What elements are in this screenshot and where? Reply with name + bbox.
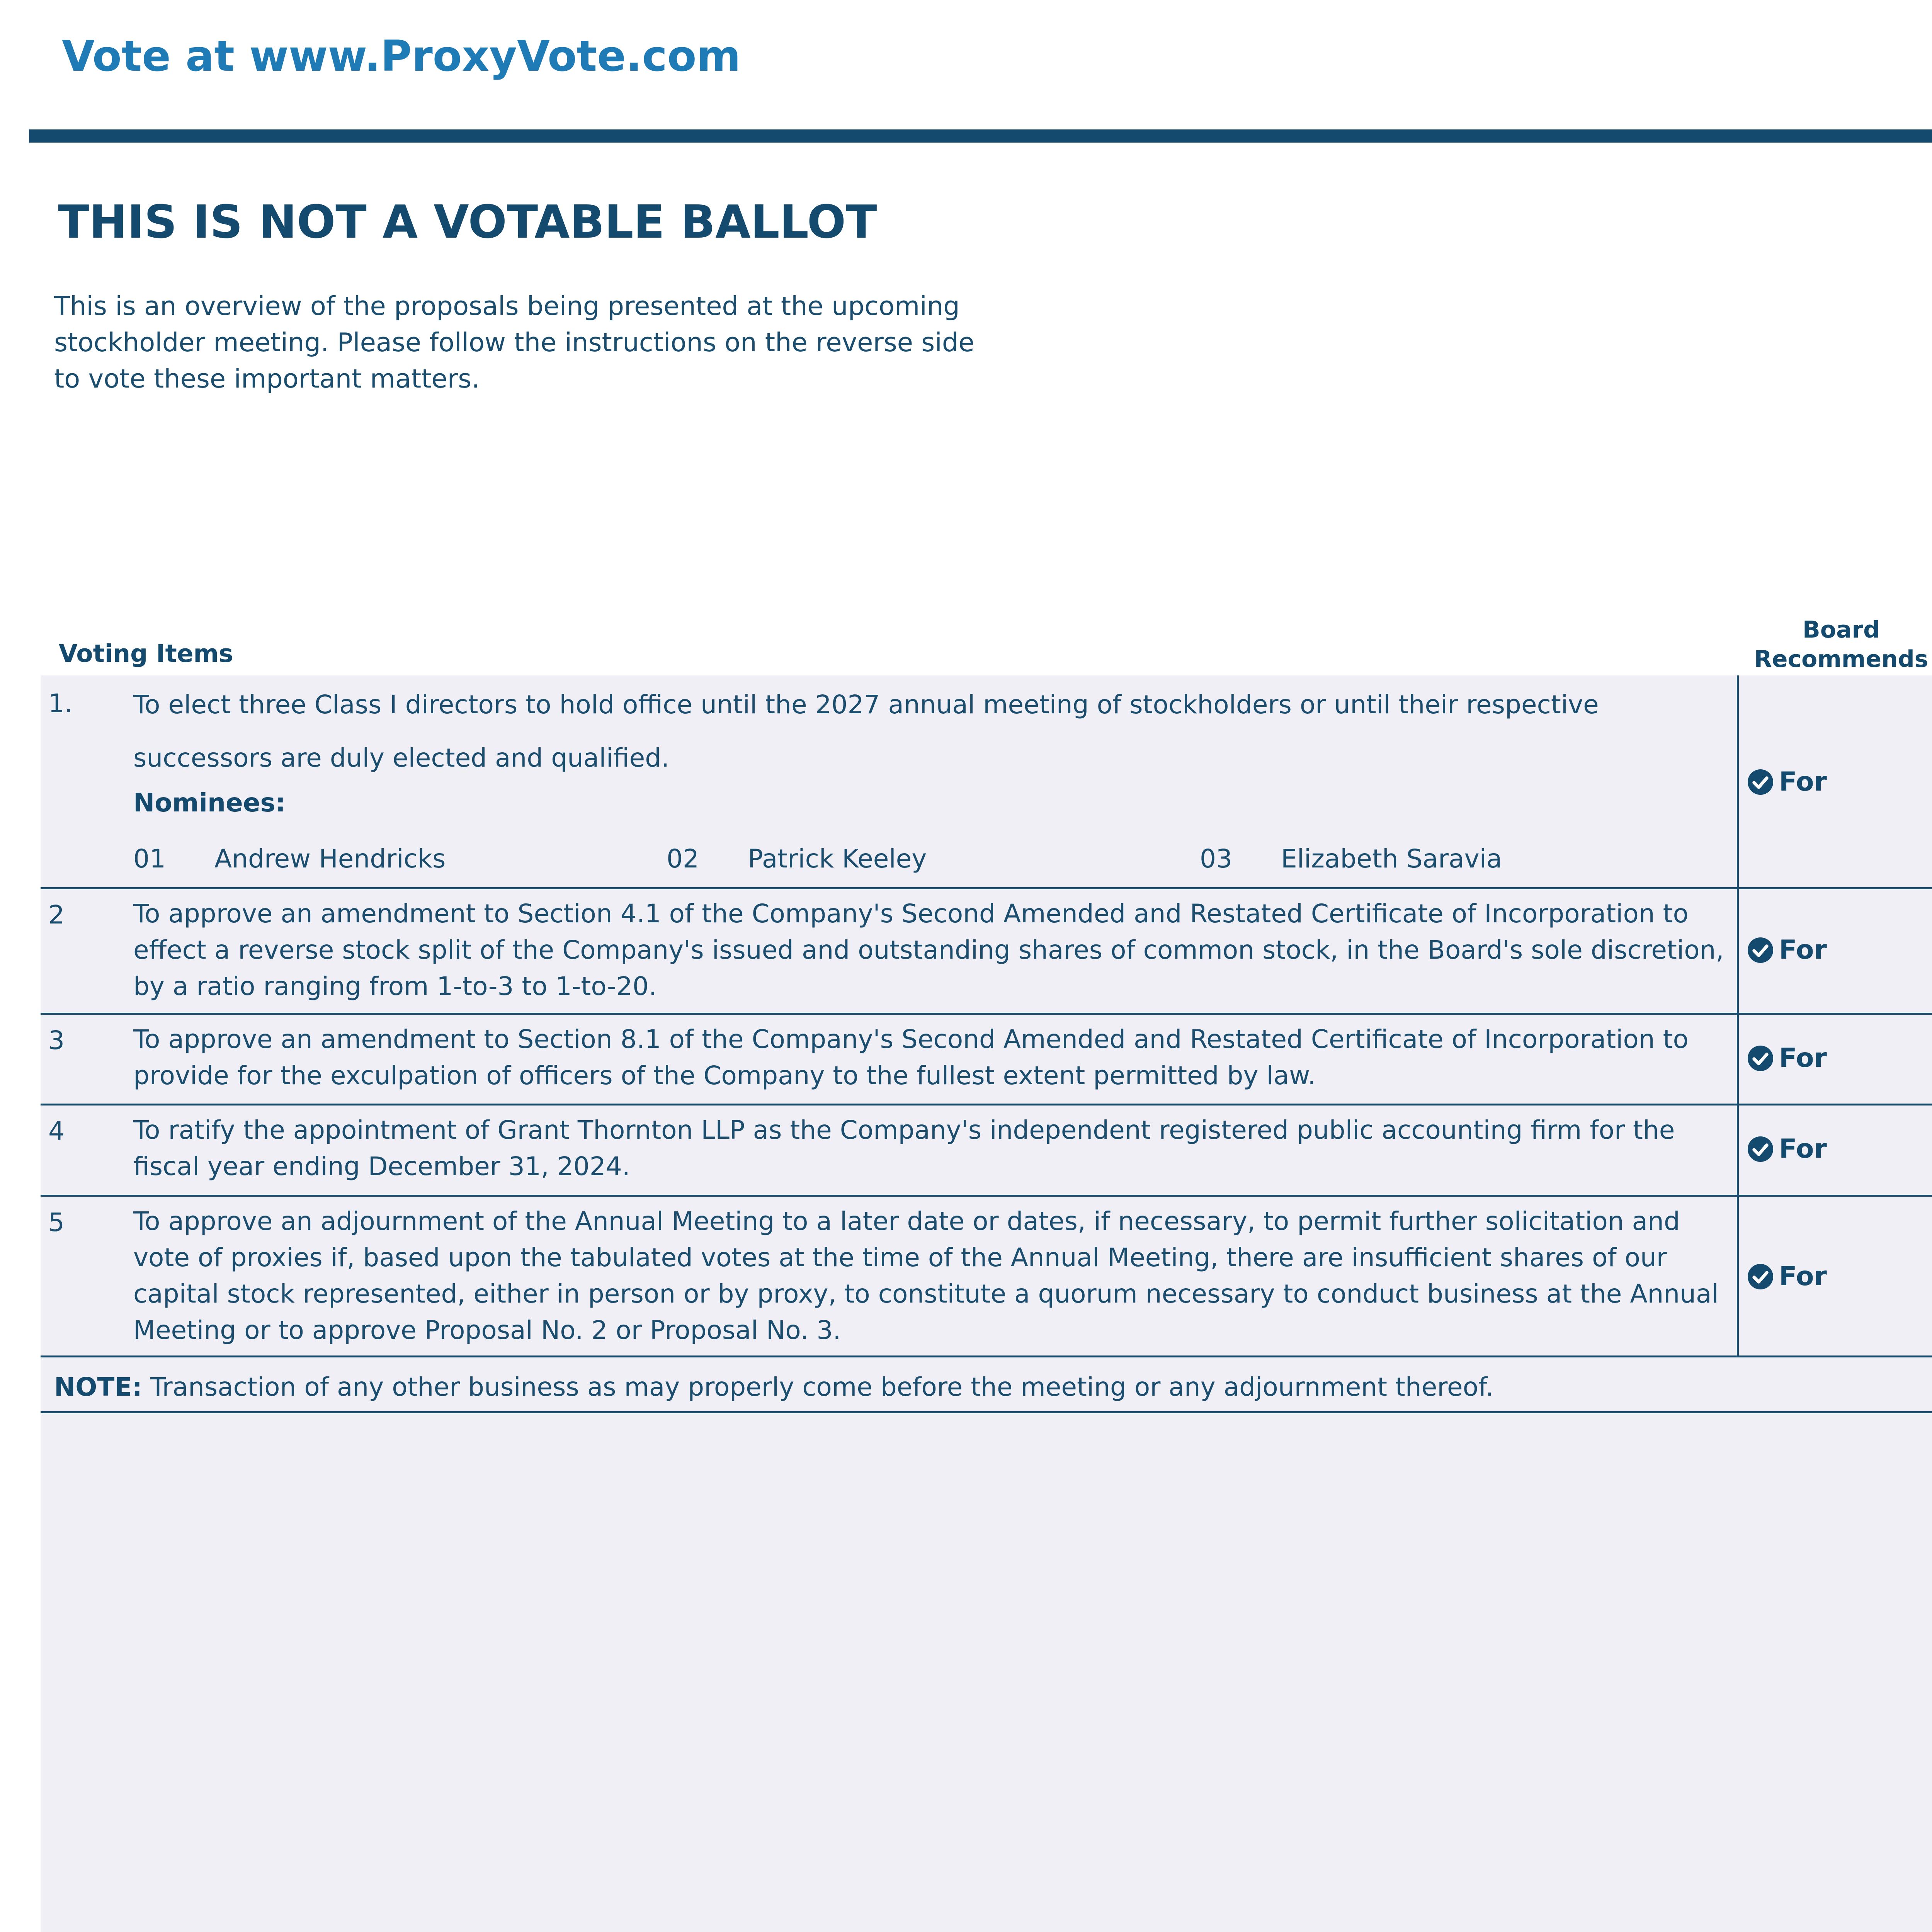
note-text: Transaction of any other business as may properly come before the meeting or any adjournment thereof.: [142, 1372, 1494, 1402]
voting-item-4-recommendation: [1747, 1135, 1827, 1163]
note-line: [54, 1374, 1493, 1400]
proxyvote-header-link[interactable]: Vote at www.ProxyVote.com: [62, 31, 741, 81]
nominee-2-number: 02: [667, 844, 699, 874]
board-recommends-heading: [1733, 615, 1932, 674]
intro-paragraph: This is an overview of the proposals being presented at the upcoming stockholder meeting. Please follow the instructions on the reverse side to vote these important matters.: [54, 291, 975, 394]
voting-item-3-number: 3: [48, 1026, 65, 1055]
nominee-1: [133, 846, 446, 872]
row-divider-2: [41, 1013, 1932, 1015]
board-recommends-line-2: Recommends: [1754, 646, 1929, 673]
voting-item-3-recommendation-label: For: [1779, 1043, 1827, 1073]
check-circle-icon: [1747, 1135, 1774, 1163]
voting-item-5-number: 5: [48, 1208, 65, 1237]
row-divider-1: [41, 887, 1932, 889]
voting-item-4-number: 4: [48, 1116, 65, 1146]
row-divider-6: [41, 1411, 1932, 1413]
voting-item-3-recommendation: [1747, 1044, 1827, 1072]
nominees-label: Nominees:: [133, 788, 286, 818]
voting-item-2-recommendation-label: For: [1779, 935, 1827, 965]
voting-item-1-number: 1.: [48, 689, 73, 718]
voting-item-5-recommendation: [1747, 1263, 1827, 1291]
voting-item-3-text: To approve an amendment to Section 8.1 of the Company's Second Amended and Restated Certificate of Incorporation to provide for the exculpation of officers of the Company to the fullest extent permitted by law.: [133, 1024, 1689, 1090]
voting-item-2-number: 2: [48, 900, 65, 930]
row-divider-3: [41, 1104, 1932, 1105]
voting-item-1-text: To elect three Class I directors to hold office until the 2027 annual meeting of stockholders or until their respective successors are duly elected and qualified.: [133, 690, 1599, 773]
voting-item-5-recommendation-label: For: [1779, 1261, 1827, 1292]
voting-item-2-recommendation: [1747, 936, 1827, 964]
check-circle-icon: [1747, 1263, 1774, 1291]
nominee-3-name: Elizabeth Saravia: [1281, 844, 1502, 874]
row-divider-4: [41, 1195, 1932, 1197]
board-recommends-line-1: Board: [1803, 616, 1880, 643]
recommendation-column-divider: [1737, 675, 1739, 1357]
voting-items-heading: Voting Items: [59, 639, 233, 668]
voting-item-1-recommendation-label: For: [1779, 767, 1827, 797]
nominee-3: [1200, 846, 1502, 872]
voting-item-5-text: To approve an adjournment of the Annual Meeting to a later date or dates, if necessary, to permit further solicitation and vote of proxies if, based upon the tabulated votes at the time of the Annual Meeting, there are insufficient shares of our capital stock represented, either in person or by proxy, to constitute a quorum necessary to conduct business at the Annual Meeting or to approve Proposal No. 2 or Proposal No. 3.: [133, 1206, 1719, 1345]
voting-item-2-text: To approve an amendment to Section 4.1 of the Company's Second Amended and Restated Certificate of Incorporation to effect a reverse stock split of the Company's issued and outstanding shares of common stock, in the Board's sole discretion, by a ratio ranging from 1-to-3 to 1-to-20.: [133, 899, 1724, 1001]
voting-item-1-recommendation: [1747, 768, 1827, 796]
check-circle-icon: [1747, 936, 1774, 964]
nominee-1-name: Andrew Hendricks: [214, 844, 446, 874]
page-title: THIS IS NOT A VOTABLE BALLOT: [58, 195, 877, 248]
header-divider: [29, 129, 1932, 143]
row-divider-5: [41, 1355, 1932, 1357]
nominee-1-number: 01: [133, 844, 166, 874]
nominee-2-name: Patrick Keeley: [748, 844, 927, 874]
nominee-3-number: 03: [1200, 844, 1232, 874]
check-circle-icon: [1747, 1044, 1774, 1072]
check-circle-icon: [1747, 768, 1774, 796]
note-label: NOTE:: [54, 1372, 142, 1402]
nominee-2: [667, 846, 927, 872]
voting-item-4-recommendation-label: For: [1779, 1134, 1827, 1164]
voting-item-4-text: To ratify the appointment of Grant Thornton LLP as the Company's independent registered public accounting firm for the fiscal year ending December 31, 2024.: [133, 1115, 1675, 1181]
